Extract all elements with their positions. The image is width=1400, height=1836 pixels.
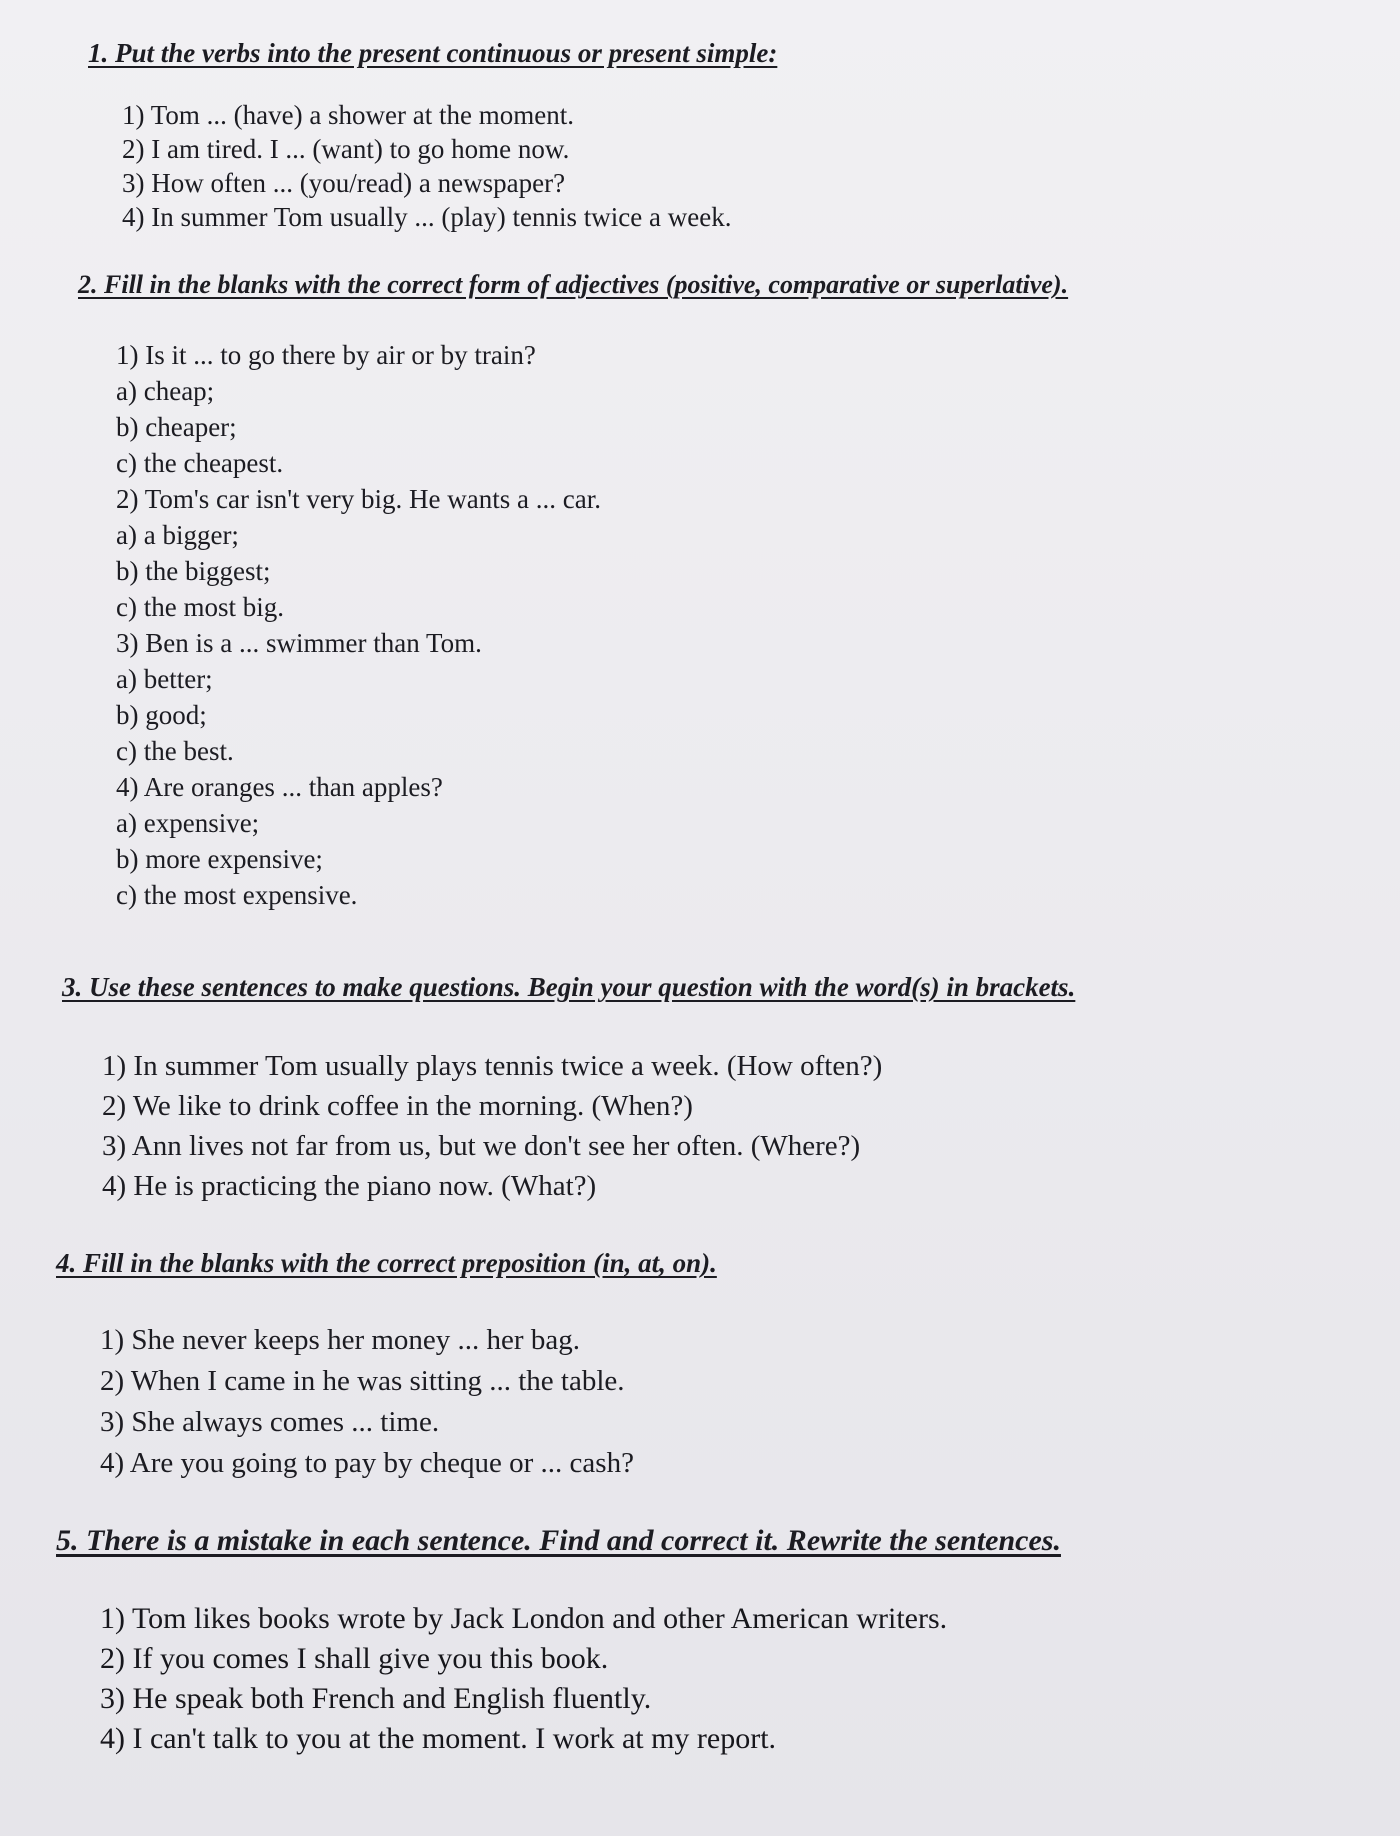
answer-option: c) the most expensive. — [116, 880, 358, 910]
exercise-item: 4) In summer Tom usually ... (play) tennis twice a week. — [122, 202, 732, 232]
exercise-item: 1) Tom ... (have) a shower at the moment. — [122, 100, 574, 130]
exercise-item: 1) Tom likes books wrote by Jack London and other American writers. — [100, 1602, 948, 1635]
answer-option: b) more expensive; — [116, 844, 323, 874]
answer-option: c) the best. — [116, 736, 234, 766]
exercise-item: 2) If you comes I shall give you this book. — [100, 1642, 609, 1675]
exercise-item: 1) She never keeps her money ... her bag. — [100, 1324, 580, 1356]
exercise-3 — [62, 972, 1076, 1202]
exercise-item: 2) We like to drink coffee in the morning. (When?) — [102, 1090, 693, 1122]
exercise-item: 4) He is practicing the piano now. (What?) — [102, 1170, 597, 1202]
exercise-heading: 2. Fill in the blanks with the correct form of adjectives (positive, comparative or superlative). — [78, 270, 1069, 299]
answer-option: a) cheap; — [116, 376, 215, 406]
exercise-question: 1) Is it ... to go there by air or by train? — [116, 340, 536, 370]
exercise-items — [102, 1052, 882, 1212]
exercise-item: 4) Are you going to pay by cheque or ... cash? — [100, 1447, 634, 1479]
answer-option: a) a bigger; — [116, 520, 239, 550]
exercise-1 — [88, 38, 778, 232]
exercise-heading: 1. Put the verbs into the present continuous or present simple: — [88, 38, 778, 68]
answer-option: c) the cheapest. — [116, 448, 284, 478]
answer-option: b) cheaper; — [116, 412, 237, 442]
exercise-2 — [78, 270, 1069, 910]
exercise-question: 4) Are oranges ... than apples? — [116, 772, 443, 802]
exercise-item: 1) In summer Tom usually plays tennis twice a week. (How often?) — [102, 1050, 883, 1082]
exercise-question: 2) Tom's car isn't very big. He wants a ... car. — [116, 484, 601, 514]
exercise-item: 3) Ann lives not far from us, but we don't see her often. (Where?) — [102, 1130, 861, 1162]
exercise-item: 3) How often ... (you/read) a newspaper? — [122, 168, 566, 198]
exercise-item: 2) I am tired. I ... (want) to go home now. — [122, 134, 570, 164]
answer-option: a) better; — [116, 664, 213, 694]
exercise-items — [116, 342, 601, 918]
exercise-5 — [56, 1524, 1061, 1755]
exercise-item: 3) She always comes ... time. — [100, 1406, 440, 1438]
exercise-4 — [56, 1248, 717, 1479]
exercise-question: 3) Ben is a ... swimmer than Tom. — [116, 628, 482, 658]
exercise-item: 3) He speak both French and English fluently. — [100, 1682, 652, 1715]
answer-option: b) good; — [116, 700, 207, 730]
exercise-heading: 4. Fill in the blanks with the correct preposition (in, at, on). — [56, 1248, 717, 1278]
exercise-heading: 5. There is a mistake in each sentence. Find and correct it. Rewrite the sentences. — [56, 1524, 1061, 1557]
exercise-items — [100, 1604, 947, 1764]
answer-option: a) expensive; — [116, 808, 260, 838]
exercise-items — [122, 102, 731, 238]
answer-option: b) the biggest; — [116, 556, 271, 586]
exercise-items — [100, 1326, 634, 1490]
answer-option: c) the most big. — [116, 592, 284, 622]
exercise-item: 4) I can't talk to you at the moment. I work at my report. — [100, 1722, 777, 1755]
exercise-heading: 3. Use these sentences to make questions. Begin your question with the word(s) in brackets. — [62, 972, 1076, 1002]
exercise-item: 2) When I came in he was sitting ... the table. — [100, 1365, 625, 1397]
